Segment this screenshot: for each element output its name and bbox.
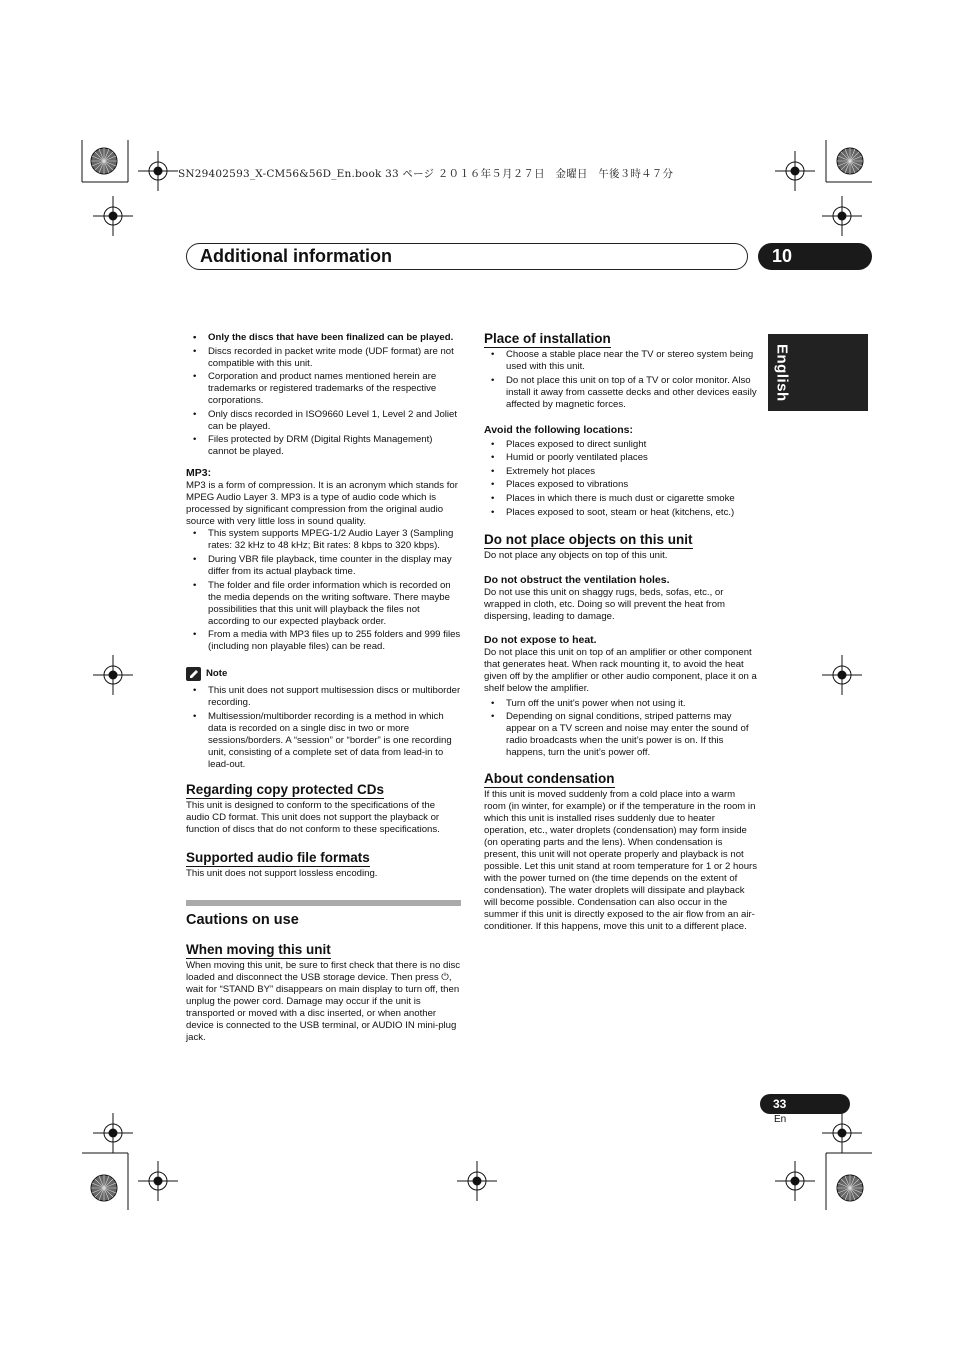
mp3-list — [186, 528, 461, 653]
list-item: • Extremely hot places — [506, 466, 758, 478]
no-objects-heading: Do not place objects on this unit — [484, 531, 693, 547]
heat-heading: Do not expose to heat. — [484, 633, 597, 646]
list-item: • Depending on signal conditions, striped patterns may appear on a TV screen and noise may enter the sound of radio broadcasts when the unit’s power is on. If this happens, turn the unit’s power off. — [506, 711, 758, 759]
list-item: • Places exposed to direct sunlight — [506, 439, 758, 451]
audio-formats-heading: Supported audio file formats — [186, 849, 370, 865]
list-item: • During VBR file playback, time counter in the display may differ from its actual playback time. — [208, 554, 461, 578]
ventilation-text: Do not use this unit on shaggy rugs, beds, sofas, etc., or wrapped in cloth, etc. Doing so will prevent the heat from dispersing, leading to damage. — [484, 586, 726, 622]
note-header — [186, 667, 461, 681]
list-item: • Only discs recorded in ISO9660 Level 1, Level 2 and Joliet can be played. — [208, 409, 461, 433]
installation-heading: Place of installation — [484, 331, 611, 346]
power-icon: ⏻ — [441, 971, 449, 983]
cautions-heading: Cautions on use — [186, 911, 299, 928]
avoid-locations-list — [484, 439, 758, 519]
page-language: En — [774, 1114, 787, 1125]
list-item: • Do not place this unit on top of a TV or color monitor. Also install it away from cassette decks and other devices easily affected by magnetic forces. — [506, 375, 758, 411]
mp3-description: MP3 is a form of compression. It is an acronym which stands for MPEG Audio Layer 3. MP3 is a type of audio code which is processed by significant compression from the original audio source with very little loss in sound quality. — [186, 480, 458, 528]
list-item: • Places exposed to soot, steam or heat (kitchens, etc.) — [506, 507, 758, 519]
list-item: • Files protected by DRM (Digital Rights Management) cannot be played. — [208, 434, 461, 458]
list-item: • Only the discs that have been finalized can be played. — [208, 332, 461, 344]
language-tab-label: English — [773, 343, 791, 402]
note-list — [186, 685, 461, 771]
audio-formats-text: This unit does not support lossless encoding. — [186, 867, 378, 879]
chapter-number: 10 — [772, 246, 793, 266]
heat-text: Do not place this unit on top of an amplifier or other component that generates heat. When rack mounting it, to avoid the heat given off by the amplifier or other audio component, place it on a shelf below the amplifier. — [484, 646, 757, 694]
condensation-heading: About condensation — [484, 771, 615, 787]
list-item: • Turn off the unit’s power when not using it. — [506, 698, 758, 710]
print-info-line: SN29402593_X-CM56&56D_En.book 33 ページ ２０１６年５月２７日 金曜日 午後３時４７分 — [178, 168, 674, 180]
avoid-locations-heading: Avoid the following locations: — [484, 423, 633, 436]
no-objects-text: Do not place any objects on top of this unit. — [484, 549, 668, 561]
list-item: • Places exposed to vibrations — [506, 479, 758, 491]
list-item: • Places in which there is much dust or cigarette smoke — [506, 493, 758, 505]
ventilation-heading: Do not obstruct the ventilation holes. — [484, 573, 670, 586]
copy-protected-heading: Regarding copy protected CDs — [186, 781, 385, 797]
mp3-label: MP3: — [186, 467, 212, 480]
list-item: • This system supports MPEG-1/2 Audio Layer 3 (Sampling rates: 32 kHz to 48 kHz; Bit rates: 8 kbps to 320 kbps). — [208, 528, 461, 552]
disc-notes-list — [186, 332, 461, 458]
heat-list — [484, 698, 758, 760]
list-item: • Corporation and product names mentioned herein are trademarks or registered trademarks of the respective corporations. — [208, 371, 461, 407]
list-item: • From a media with MP3 files up to 255 folders and 999 files (including non playable files) can be read. — [208, 629, 461, 653]
left-column — [186, 332, 461, 1044]
note-icon — [186, 667, 201, 681]
list-item: • Discs recorded in packet write mode (UDF format) are not compatible with this unit. — [208, 346, 461, 370]
right-column — [484, 331, 758, 933]
list-item: • This unit does not support multisession discs or multiborder recording. — [208, 685, 461, 709]
list-item: • The folder and file order information which is recorded on the media depends on the writing software. There maybe possibilities that this unit will playback the files not according to our expected playback order. — [208, 580, 461, 628]
list-item: • Multisession/multiborder recording is a method in which data is recorded on a single disc in two or more sessions/borders. A “session” or “border” is one recording unit, consisting of a complete set of data from lead-in to lead-out. — [208, 711, 461, 771]
note-label: Note — [206, 668, 228, 680]
section-divider — [186, 900, 461, 906]
moving-unit-heading: When moving this unit — [186, 941, 331, 957]
copy-protected-text: This unit is designed to conform to the specifications of the audio CD format. This unit does not support the playback or function of discs that do not conform to these specifications. — [186, 799, 440, 835]
page-number: 33 — [773, 1097, 787, 1111]
moving-unit-text: When moving this unit, be sure to first check that there is no disc loaded and disconnect the USB storage device. Then press ⏻, wait for “STAND BY” disappears on main display to turn off, then unplug the power cord. Damage may occur if the unit is transported or moved with a disc inserted, or when another device is connected to the USB terminal, or AUDIO IN mini-plug jack. — [186, 959, 461, 1043]
page-title: Additional information — [200, 246, 392, 266]
list-item: • Humid or poorly ventilated places — [506, 452, 758, 464]
condensation-text: If this unit is moved suddenly from a cold place into a warm room (in winter, for example) or if the temperature in the room in which this unit is installed rises suddenly due to heater operation, etc., water droplets (condensation) may form inside (on operating parts and the lens). When condensation is present, this unit will not operate properly and playback is not possible. Let this unit stand at room temperature for 1 or 2 hours with the power turned on (the time depends on the extent of condensation). The water droplets will dissipate and playback will become possible. Condensation can also occur in the summer if this unit is directly exposed to the air flow from an air-conditioner. If this happens, move this unit to a different place. — [484, 789, 758, 933]
list-item: • Choose a stable place near the TV or stereo system being used with this unit. — [506, 349, 758, 373]
installation-list — [484, 349, 758, 411]
